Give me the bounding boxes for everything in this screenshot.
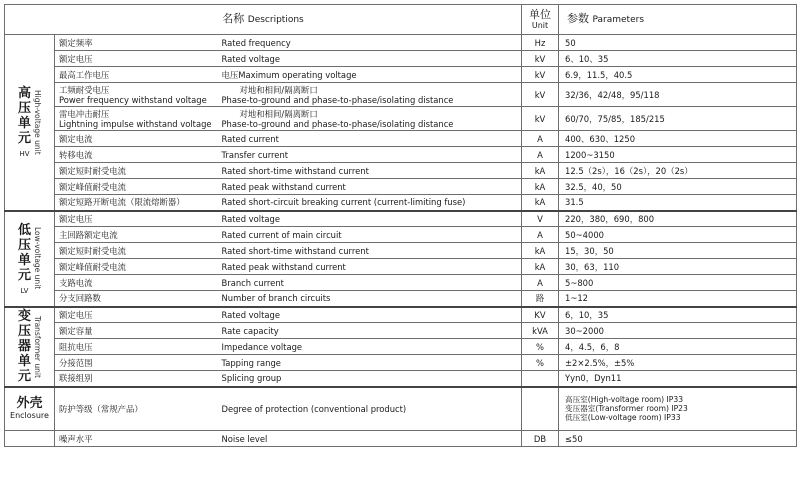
- table-row: [5, 431, 797, 447]
- param-name-en: Impedance voltage: [220, 339, 522, 355]
- group-label-abbr: HV: [19, 150, 30, 159]
- param-unit: kV: [522, 67, 559, 83]
- param-value: 60/70，75/85，185/215: [559, 107, 797, 131]
- group-label-char: 压: [17, 101, 31, 117]
- param-name-en: Rated peak withstand current: [220, 179, 522, 195]
- param-name-en: Rated short-time withstand current: [220, 243, 522, 259]
- table-row: [5, 387, 797, 431]
- group-label-char: 元: [17, 131, 31, 147]
- param-name-cn: 噪声水平: [55, 431, 220, 447]
- table-row: [5, 275, 797, 291]
- table-row: [5, 195, 797, 211]
- param-unit: kA: [522, 259, 559, 275]
- param-unit: kA: [522, 243, 559, 259]
- param-value-line: 变压器室(Transformer room) IP23: [565, 404, 688, 414]
- param-value-line: 高压室(High-voltage room) IP33: [565, 395, 684, 405]
- group-label-abbr: LV: [20, 286, 29, 295]
- param-name-cn: [55, 107, 220, 131]
- table-row: [5, 307, 797, 323]
- group-label-char: 单: [17, 354, 31, 369]
- param-name-cn: 转移电流: [55, 147, 220, 163]
- header-unit-cn: 单位: [529, 8, 551, 21]
- table-row: [5, 243, 797, 259]
- header-unit-en: Unit: [531, 21, 549, 30]
- table-row: [5, 179, 797, 195]
- param-name-en: Number of branch circuits: [220, 291, 522, 307]
- param-value-line: 低压室(Low-voltage room) IP33: [565, 413, 681, 423]
- table-row: [5, 227, 797, 243]
- param-name-en: Rated voltage: [220, 211, 522, 227]
- table-row: [5, 211, 797, 227]
- param-unit: %: [522, 339, 559, 355]
- group-label-char: 变: [17, 309, 31, 324]
- param-name-cn: 主回路额定电流: [55, 227, 220, 243]
- param-name-cn: 支路电流: [55, 275, 220, 291]
- header-descriptions: [5, 5, 522, 35]
- param-name-en: Rated short-time withstand current: [220, 163, 522, 179]
- param-name-en: Splicing group: [220, 371, 522, 387]
- param-value: 12.5（2s），16（2s），20（2s）: [559, 163, 797, 179]
- param-name-en: 电压Maximum operating voltage: [220, 67, 522, 83]
- param-name-cn-line2: Lightning impulse withstand voltage: [59, 118, 212, 129]
- param-unit: A: [522, 131, 559, 147]
- param-unit: DB: [522, 431, 559, 447]
- param-value: 4，4.5，6，8: [559, 339, 797, 355]
- header-parameters: [559, 5, 797, 35]
- param-name-en: Branch current: [220, 275, 522, 291]
- param-unit: %: [522, 355, 559, 371]
- table-row: [5, 259, 797, 275]
- param-value: 6.9，11.5，40.5: [559, 67, 797, 83]
- param-value: 30，63，110: [559, 259, 797, 275]
- param-name-cn: 额定电流: [55, 131, 220, 147]
- param-name-cn: 额定电压: [55, 307, 220, 323]
- param-name-cn: 额定峰值耐受电流: [55, 259, 220, 275]
- enclosure-label-cell: [5, 387, 55, 431]
- param-name-en-line1: 对地和相间/隔离断口: [239, 108, 318, 119]
- param-name-en: Rated voltage: [220, 307, 522, 323]
- group-label-char: 高: [17, 86, 31, 102]
- param-unit: A: [522, 227, 559, 243]
- group-label-char: 元: [17, 369, 31, 384]
- group-label-char: 器: [17, 339, 31, 354]
- param-unit: kV: [522, 83, 559, 107]
- param-unit: kV: [522, 107, 559, 131]
- enclosure-label-cn: 外壳: [16, 396, 43, 412]
- param-unit: kA: [522, 163, 559, 179]
- table-row: [5, 339, 797, 355]
- group-label-cell: [5, 307, 55, 387]
- param-value: 6、10、35: [559, 51, 797, 67]
- header-descriptions-cn: 名称: [222, 12, 245, 25]
- param-name-en: Rated peak withstand current: [220, 259, 522, 275]
- param-name-en: [220, 83, 522, 107]
- param-value: 50: [559, 35, 797, 51]
- param-value: ±2×2.5%，±5%: [559, 355, 797, 371]
- param-unit: [522, 371, 559, 387]
- group-label-char: 压: [17, 324, 31, 339]
- table-row: [5, 51, 797, 67]
- table-row: [5, 355, 797, 371]
- header-parameters-en: Parameters: [592, 15, 645, 25]
- param-name-en: Rated current: [220, 131, 522, 147]
- param-name-cn: 额定短时耐受电流: [55, 163, 220, 179]
- spec-sheet: [4, 4, 796, 472]
- table-row: [5, 147, 797, 163]
- param-name-cn: 额定峰值耐受电流: [55, 179, 220, 195]
- empty-label-cell: [5, 431, 55, 447]
- table-row: [5, 35, 797, 51]
- param-name-en-line1: 对地和相间/隔离断口: [239, 84, 318, 95]
- param-unit: kV: [522, 51, 559, 67]
- param-value: 50~4000: [559, 227, 797, 243]
- param-name-cn: 额定电压: [55, 211, 220, 227]
- param-unit: kVA: [522, 323, 559, 339]
- param-name-cn: 分支回路数: [55, 291, 220, 307]
- table-row: [5, 83, 797, 107]
- param-name-cn: 联接组别: [55, 371, 220, 387]
- table-row: [5, 291, 797, 307]
- param-name-cn: [55, 83, 220, 107]
- table-row: [5, 107, 797, 131]
- parameters-table: [4, 4, 797, 447]
- param-name-cn: 阻抗电压: [55, 339, 220, 355]
- param-name-en-line2: Phase-to-ground and phase-to-phase/isolating distance: [221, 94, 454, 105]
- table-row: [5, 67, 797, 83]
- param-name-en: Rated voltage: [220, 51, 522, 67]
- param-name-en: Rated current of main circuit: [220, 227, 522, 243]
- group-label-char: 元: [17, 267, 31, 283]
- group-label-en: Transformer unit: [33, 315, 42, 378]
- group-label-char: 单: [17, 116, 31, 132]
- group-label-en: Low-voltage unit: [33, 227, 42, 290]
- param-value: 32.5，40，50: [559, 179, 797, 195]
- param-name-cn: 额定容量: [55, 323, 220, 339]
- group-label-cell: [5, 211, 55, 307]
- param-name-cn: 防护等级（常规产品）: [55, 387, 220, 431]
- param-value: ≤50: [559, 431, 797, 447]
- param-name-en: Rated short-circuit breaking current (current-limiting fuse): [220, 195, 522, 211]
- table-row: [5, 371, 797, 387]
- param-unit: 路: [522, 291, 559, 307]
- header-descriptions-en: Descriptions: [247, 15, 304, 25]
- group-label: [5, 309, 54, 384]
- param-value: 5~800: [559, 275, 797, 291]
- group-label-char: 低: [17, 222, 31, 238]
- param-value: 32/36，42/48，95/118: [559, 83, 797, 107]
- header-unit: [522, 5, 559, 35]
- param-value: 31.5: [559, 195, 797, 211]
- param-value: 15，30，50: [559, 243, 797, 259]
- param-name-cn-line1: 工频耐受电压: [59, 84, 110, 95]
- group-label-cn: [18, 309, 31, 384]
- param-name-en: Noise level: [220, 431, 522, 447]
- param-value: Yyn0，Dyn11: [559, 371, 797, 387]
- param-name-en: Degree of protection (conventional product): [220, 387, 522, 431]
- param-unit: kA: [522, 195, 559, 211]
- table-row: [5, 163, 797, 179]
- param-name-cn-line1: 雷电冲击耐压: [59, 108, 110, 119]
- param-name-cn: 最高工作电压: [55, 67, 220, 83]
- param-value: 220，380，690，800: [559, 211, 797, 227]
- group-label-char: 压: [17, 237, 31, 253]
- enclosure-label-en: Enclosure: [10, 411, 49, 421]
- param-unit: KV: [522, 307, 559, 323]
- param-unit: Hz: [522, 35, 559, 51]
- group-label: [5, 86, 54, 158]
- param-unit: kA: [522, 179, 559, 195]
- param-value: 1~12: [559, 291, 797, 307]
- param-name-cn-line2: Power frequency withstand voltage: [59, 94, 207, 105]
- param-name-cn: 额定短路开断电流（限流熔断器）: [55, 195, 220, 211]
- header-parameters-cn: 参数: [567, 12, 589, 25]
- group-label: [5, 223, 54, 295]
- param-unit: V: [522, 211, 559, 227]
- param-value: [559, 387, 797, 431]
- param-name-en: [220, 107, 522, 131]
- param-unit: A: [522, 275, 559, 291]
- param-name-en: Rated frequency: [220, 35, 522, 51]
- param-name-cn: 额定短时耐受电流: [55, 243, 220, 259]
- param-value: 6，10，35: [559, 307, 797, 323]
- param-name-en: Tapping range: [220, 355, 522, 371]
- param-name-cn: 额定频率: [55, 35, 220, 51]
- param-value: 1200~3150: [559, 147, 797, 163]
- param-name-en-line2: Phase-to-ground and phase-to-phase/isolating distance: [221, 118, 454, 129]
- table-row: [5, 323, 797, 339]
- param-name-en: Transfer current: [220, 147, 522, 163]
- param-name-cn: 额定电压: [55, 51, 220, 67]
- group-label-cn: [18, 86, 31, 158]
- param-value: 30~2000: [559, 323, 797, 339]
- table-header-row: [5, 5, 797, 35]
- param-name-cn: 分接范围: [55, 355, 220, 371]
- param-name-en: Rate capacity: [220, 323, 522, 339]
- group-label-cell: [5, 35, 55, 211]
- param-value: 400、630、1250: [559, 131, 797, 147]
- table-row: [5, 131, 797, 147]
- param-unit: A: [522, 147, 559, 163]
- group-label-char: 单: [17, 252, 31, 268]
- group-label-en: High-voltage unit: [33, 89, 42, 155]
- group-label-cn: [18, 223, 31, 295]
- param-unit: [522, 387, 559, 431]
